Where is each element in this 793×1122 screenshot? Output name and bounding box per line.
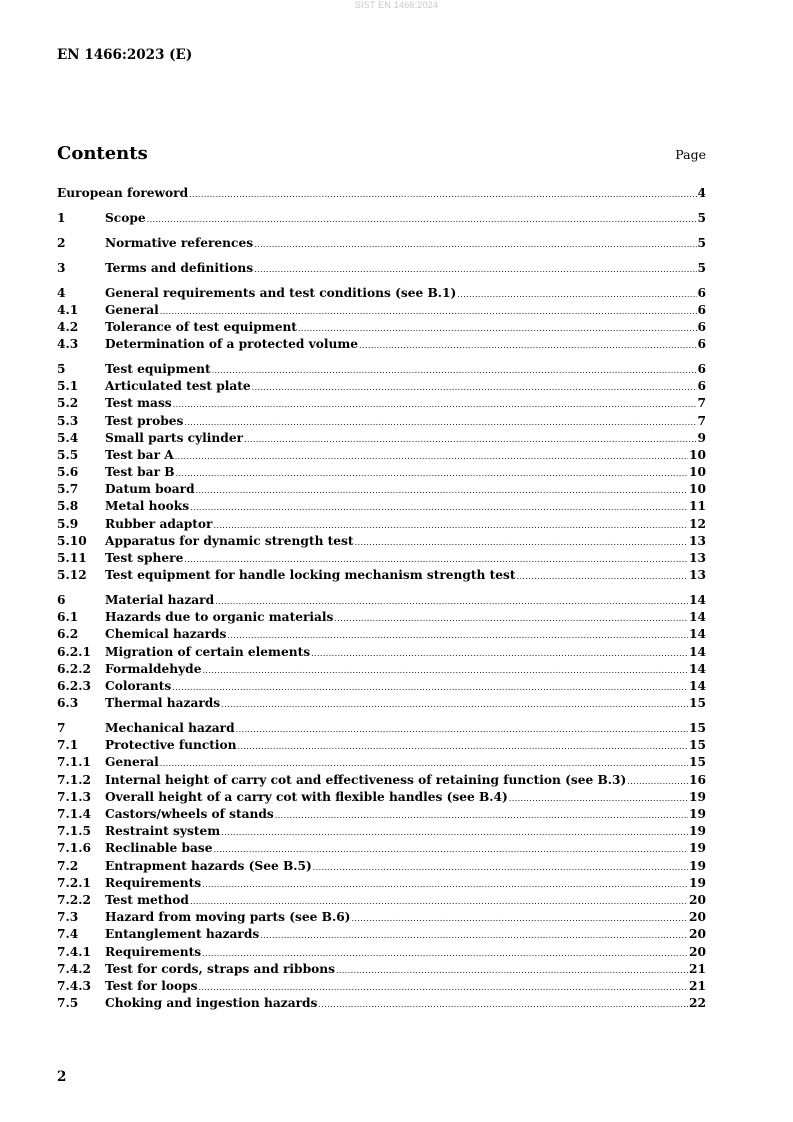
toc-entry-page: 14	[689, 610, 706, 625]
toc-entry[interactable]	[57, 909, 706, 926]
toc-entry-title: Test equipment	[105, 361, 211, 376]
toc-entry-number: 7.4	[57, 927, 79, 942]
page-column-label: Page	[675, 147, 706, 162]
toc-entry-page: 19	[689, 875, 706, 890]
toc-entry-title: Test sphere	[105, 551, 184, 565]
toc-entry-number: 6.2.2	[57, 661, 91, 676]
toc-dot-leader	[184, 414, 696, 431]
toc-entry-title: Internal height of carry cot and effectiveness of retaining function (see B.3)	[105, 772, 627, 787]
toc-entry-title: Rubber adaptor	[105, 516, 213, 531]
toc-entry[interactable]	[57, 592, 706, 609]
toc-entry-number: 7.5	[57, 996, 79, 1011]
toc-dot-leader	[215, 593, 688, 610]
toc-entry[interactable]	[57, 644, 706, 661]
toc-entry-page: 14	[689, 627, 706, 642]
toc-entry-number: 2	[57, 235, 66, 250]
toc-dot-leader	[260, 927, 688, 944]
toc-entry-page: 5	[697, 235, 706, 250]
toc-entry-page: 4	[697, 186, 706, 200]
toc-entry[interactable]	[57, 285, 706, 302]
toc-entry-page: 14	[689, 661, 706, 676]
toc-entry[interactable]	[57, 235, 706, 252]
toc-entry[interactable]	[57, 550, 706, 567]
toc-entry-page: 7	[697, 396, 706, 411]
toc-entry[interactable]	[57, 695, 706, 712]
toc-entry-number: 5.6	[57, 465, 79, 480]
toc-dot-leader	[189, 186, 696, 203]
toc-entry-number: 7.2	[57, 858, 79, 873]
toc-dot-leader	[173, 396, 697, 413]
toc-entry-number: 5.4	[57, 430, 79, 445]
toc-entry-page: 10	[689, 482, 706, 497]
toc-dot-leader	[221, 696, 688, 713]
toc-entry-number: 7.4.1	[57, 944, 91, 959]
toc-entry-number: 6	[57, 593, 66, 608]
toc-dot-leader	[355, 534, 688, 551]
toc-dot-leader	[190, 893, 688, 910]
toc-entry-number: 7.1.2	[57, 772, 91, 787]
toc-entry-page: 21	[689, 961, 706, 976]
toc-entry-page: 15	[689, 738, 706, 753]
toc-entry-number: 7.1.5	[57, 824, 91, 839]
toc-entry-page: 16	[689, 772, 706, 787]
toc-entry[interactable]	[57, 840, 706, 857]
toc-entry-title: Metal hooks	[105, 499, 190, 514]
toc-dot-leader	[509, 790, 688, 807]
toc-dot-leader	[311, 645, 688, 662]
toc-entry-page: 20	[689, 892, 706, 907]
toc-dot-leader	[160, 303, 697, 320]
toc-dot-leader	[213, 517, 688, 534]
toc-entry[interactable]	[57, 185, 706, 202]
toc-entry-number: 6.2.3	[57, 679, 91, 693]
toc-entry-number: 5.3	[57, 413, 79, 428]
toc-entry-page: 6	[697, 319, 706, 334]
toc-entry-title: Migration of certain elements	[105, 644, 311, 659]
toc-entry-title: General requirements and test conditions (see B.1)	[105, 285, 457, 300]
toc-entry-page: 19	[689, 807, 706, 821]
toc-entry-page: 19	[689, 789, 706, 804]
toc-entry-page: 9	[697, 430, 706, 445]
toc-entry-number: 7.1.1	[57, 755, 91, 770]
toc-entry-page: 10	[689, 465, 706, 480]
toc-dot-leader	[172, 679, 688, 696]
toc-entry-number: 5.2	[57, 396, 79, 411]
watermark: SIST EN 1466:2024	[354, 0, 439, 10]
contents-heading: Contents	[57, 143, 148, 164]
toc-entry[interactable]	[57, 481, 706, 498]
toc-entry-page: 13	[689, 533, 706, 548]
toc-entry-page: 5	[697, 260, 706, 275]
toc-entry-title: Hazard from moving parts (see B.6)	[105, 910, 351, 925]
toc-entry-number: 7.1.4	[57, 807, 91, 821]
toc-dot-leader	[214, 841, 689, 858]
toc-entry[interactable]	[57, 447, 706, 464]
toc-dot-leader	[318, 996, 688, 1013]
toc-entry-page: 15	[689, 721, 706, 736]
toc-entry[interactable]	[57, 626, 706, 643]
toc-entry-number: 6.2	[57, 627, 79, 642]
toc-entry-title: Thermal hazards	[105, 696, 221, 711]
toc-entry-title: Protective function	[105, 738, 237, 753]
toc-entry[interactable]	[57, 754, 706, 771]
toc-dot-leader	[457, 286, 696, 303]
toc-entry-title: Mechanical hazard	[105, 721, 235, 736]
toc-entry-title: General	[105, 302, 159, 317]
toc-entry-title: Test bar A	[105, 447, 174, 462]
toc-entry-page: 10	[689, 447, 706, 462]
toc-dot-leader	[252, 379, 697, 396]
toc-dot-leader	[313, 859, 688, 876]
toc-dot-leader	[190, 499, 688, 516]
toc-dot-leader	[198, 979, 688, 996]
toc-dot-leader	[254, 236, 696, 253]
toc-entry-page: 20	[689, 944, 706, 959]
toc-entry-number: 7.3	[57, 910, 79, 925]
toc-dot-leader	[147, 211, 697, 228]
toc-entry-page: 6	[697, 337, 706, 352]
toc-entry[interactable]	[57, 413, 706, 430]
toc-entry-number: 6.2.1	[57, 644, 91, 659]
toc-entry-title: Apparatus for dynamic strength test	[105, 533, 354, 548]
toc-entry[interactable]	[57, 260, 706, 277]
toc-entry[interactable]	[57, 361, 706, 378]
toc-entry-number: 7.1	[57, 738, 79, 753]
toc-entry-title: Test bar B	[105, 465, 175, 480]
toc-entry[interactable]	[57, 737, 706, 754]
toc-entry[interactable]	[57, 875, 706, 892]
toc-dot-leader	[176, 465, 688, 482]
toc-entry-number: 5.8	[57, 499, 79, 514]
toc-entry-page: 19	[689, 858, 706, 873]
toc-dot-leader	[221, 824, 688, 841]
toc-entry[interactable]	[57, 567, 706, 584]
toc-entry[interactable]	[57, 378, 706, 395]
toc-entry[interactable]	[57, 823, 706, 840]
toc-entry-title: General	[105, 755, 159, 770]
toc-entry-page: 7	[697, 413, 706, 428]
toc-entry-title: Colorants	[105, 679, 172, 693]
toc-dot-leader	[184, 551, 688, 568]
toc-entry[interactable]	[57, 678, 706, 695]
toc-entry-number: 7.2.2	[57, 892, 91, 907]
toc-entry[interactable]	[57, 772, 706, 789]
toc-entry-page: 6	[697, 285, 706, 300]
toc-entry-title: Test probes	[105, 413, 184, 428]
toc-entry-page: 13	[689, 568, 706, 583]
toc-entry[interactable]	[57, 961, 706, 978]
toc-dot-leader	[351, 910, 688, 927]
toc-entry-title: Test for loops	[105, 978, 198, 993]
toc-entry-page: 15	[689, 755, 706, 770]
toc-entry-number: 7.4.3	[57, 978, 91, 993]
toc-entry-number: 7.1.6	[57, 841, 91, 856]
toc-entry-number: 1	[57, 210, 66, 225]
document-id: EN 1466:2023 (E)	[57, 47, 193, 63]
toc-entry-number: 4	[57, 285, 66, 300]
toc-entry-page: 5	[697, 210, 706, 225]
toc-entry-page: 14	[689, 593, 706, 608]
toc-dot-leader	[175, 448, 688, 465]
toc-entry-title: Test equipment for handle locking mechanism strength test	[105, 568, 516, 583]
toc-entry-title: Test method	[105, 892, 189, 907]
toc-entry-page: 12	[689, 516, 706, 531]
toc-entry[interactable]	[57, 395, 706, 412]
toc-entry-page: 20	[689, 910, 706, 925]
toc-entry-page: 6	[697, 302, 706, 317]
toc-entry[interactable]	[57, 319, 706, 336]
toc-entry-title: Reclinable base	[105, 841, 213, 856]
toc-dot-leader	[627, 773, 688, 790]
toc-entry-number: 4.2	[57, 319, 79, 334]
toc-entry[interactable]	[57, 789, 706, 806]
toc-entry-number: 7.4.2	[57, 961, 91, 976]
toc-entry-title: Entanglement hazards	[105, 927, 260, 942]
toc-entry-title: Requirements	[105, 944, 202, 959]
toc-entry-number: 7	[57, 721, 66, 736]
toc-entry-number: 4.3	[57, 337, 79, 352]
toc-entry-page: 20	[689, 927, 706, 942]
toc-entry[interactable]	[57, 995, 706, 1012]
toc-entry-page: 6	[697, 361, 706, 376]
toc-entry-page: 13	[689, 551, 706, 565]
table-of-contents	[57, 185, 706, 1012]
toc-entry-page: 19	[689, 824, 706, 839]
toc-entry-title: Requirements	[105, 875, 202, 890]
toc-entry[interactable]	[57, 533, 706, 550]
toc-entry[interactable]	[57, 926, 706, 943]
toc-entry-page: 14	[689, 679, 706, 693]
toc-entry-title: Tolerance of test equipment	[105, 319, 297, 334]
toc-entry-title: Terms and definitions	[105, 260, 254, 275]
toc-entry-number: 5.11	[57, 551, 87, 565]
toc-entry-number: 5.5	[57, 447, 79, 462]
toc-entry-title: Castors/wheels of stands	[105, 807, 274, 821]
toc-entry-number: 5.10	[57, 533, 87, 548]
toc-entry-title: Hazards due to organic materials	[105, 610, 334, 625]
toc-entry-title: Overall height of a carry cot with flexible handles (see B.4)	[105, 789, 508, 804]
toc-entry[interactable]	[57, 944, 706, 961]
toc-dot-leader	[202, 945, 688, 962]
toc-entry-number: 5.1	[57, 379, 79, 394]
toc-entry[interactable]	[57, 430, 706, 447]
toc-entry-page: 15	[689, 696, 706, 711]
toc-entry-title: Test for cords, straps and ribbons	[105, 961, 335, 976]
toc-entry[interactable]	[57, 516, 706, 533]
toc-entry-page: 22	[689, 996, 706, 1011]
toc-entry-number: 5.7	[57, 482, 79, 497]
toc-entry-page: 6	[697, 379, 706, 394]
toc-entry-number: 6.1	[57, 610, 79, 625]
toc-entry-title: Articulated test plate	[105, 379, 251, 394]
toc-entry-title: Scope	[105, 210, 146, 225]
toc-dot-leader	[202, 662, 688, 679]
toc-dot-leader	[238, 738, 689, 755]
toc-entry-title: European foreword	[57, 186, 189, 200]
toc-entry[interactable]	[57, 978, 706, 995]
toc-entry-title: Material hazard	[105, 593, 215, 608]
toc-entry[interactable]	[57, 892, 706, 909]
toc-entry-title: Entrapment hazards (See B.5)	[105, 858, 312, 873]
toc-entry[interactable]	[57, 210, 706, 227]
toc-entry-title: Small parts cylinder	[105, 430, 243, 445]
toc-dot-leader	[517, 568, 689, 585]
toc-entry[interactable]	[57, 661, 706, 678]
toc-entry-title: Normative references	[105, 235, 254, 250]
toc-entry-number: 3	[57, 260, 66, 275]
page-number: 2	[57, 1069, 67, 1085]
toc-entry[interactable]	[57, 302, 706, 319]
toc-entry-number: 6.3	[57, 696, 79, 711]
toc-entry[interactable]	[57, 464, 706, 481]
toc-dot-leader	[254, 261, 696, 278]
toc-entry[interactable]	[57, 336, 706, 353]
toc-entry[interactable]	[57, 806, 706, 823]
toc-entry[interactable]	[57, 609, 706, 626]
toc-dot-leader	[275, 807, 688, 824]
toc-dot-leader	[236, 721, 688, 738]
toc-entry-number: 7.2.1	[57, 875, 91, 890]
toc-entry-number: 5	[57, 361, 66, 376]
toc-entry[interactable]	[57, 498, 706, 515]
toc-dot-leader	[212, 362, 697, 379]
toc-entry-title: Datum board	[105, 482, 195, 497]
toc-entry-title: Determination of a protected volume	[105, 337, 359, 352]
toc-entry[interactable]	[57, 720, 706, 737]
toc-entry-title: Formaldehyde	[105, 661, 202, 676]
toc-dot-leader	[202, 876, 688, 893]
toc-entry-title: Choking and ingestion hazards	[105, 996, 318, 1011]
toc-entry[interactable]	[57, 858, 706, 875]
toc-entry-number: 4.1	[57, 302, 79, 317]
toc-entry-page: 19	[689, 841, 706, 856]
toc-entry-number: 7.1.3	[57, 789, 91, 804]
toc-dot-leader	[359, 337, 696, 354]
toc-dot-leader	[196, 482, 688, 499]
toc-entry-number: 5.9	[57, 516, 79, 531]
toc-dot-leader	[334, 610, 688, 627]
toc-entry-page: 14	[689, 644, 706, 659]
toc-entry-number: 5.12	[57, 568, 87, 583]
toc-entry-page: 21	[689, 978, 706, 993]
toc-entry-title: Test mass	[105, 396, 172, 411]
toc-dot-leader	[227, 627, 688, 644]
toc-entry-title: Restraint system	[105, 824, 221, 839]
toc-entry-title: Chemical hazards	[105, 627, 227, 642]
toc-dot-leader	[336, 962, 688, 979]
toc-dot-leader	[244, 431, 697, 448]
toc-dot-leader	[298, 320, 697, 337]
toc-entry-page: 11	[689, 499, 706, 514]
toc-dot-leader	[160, 755, 688, 772]
